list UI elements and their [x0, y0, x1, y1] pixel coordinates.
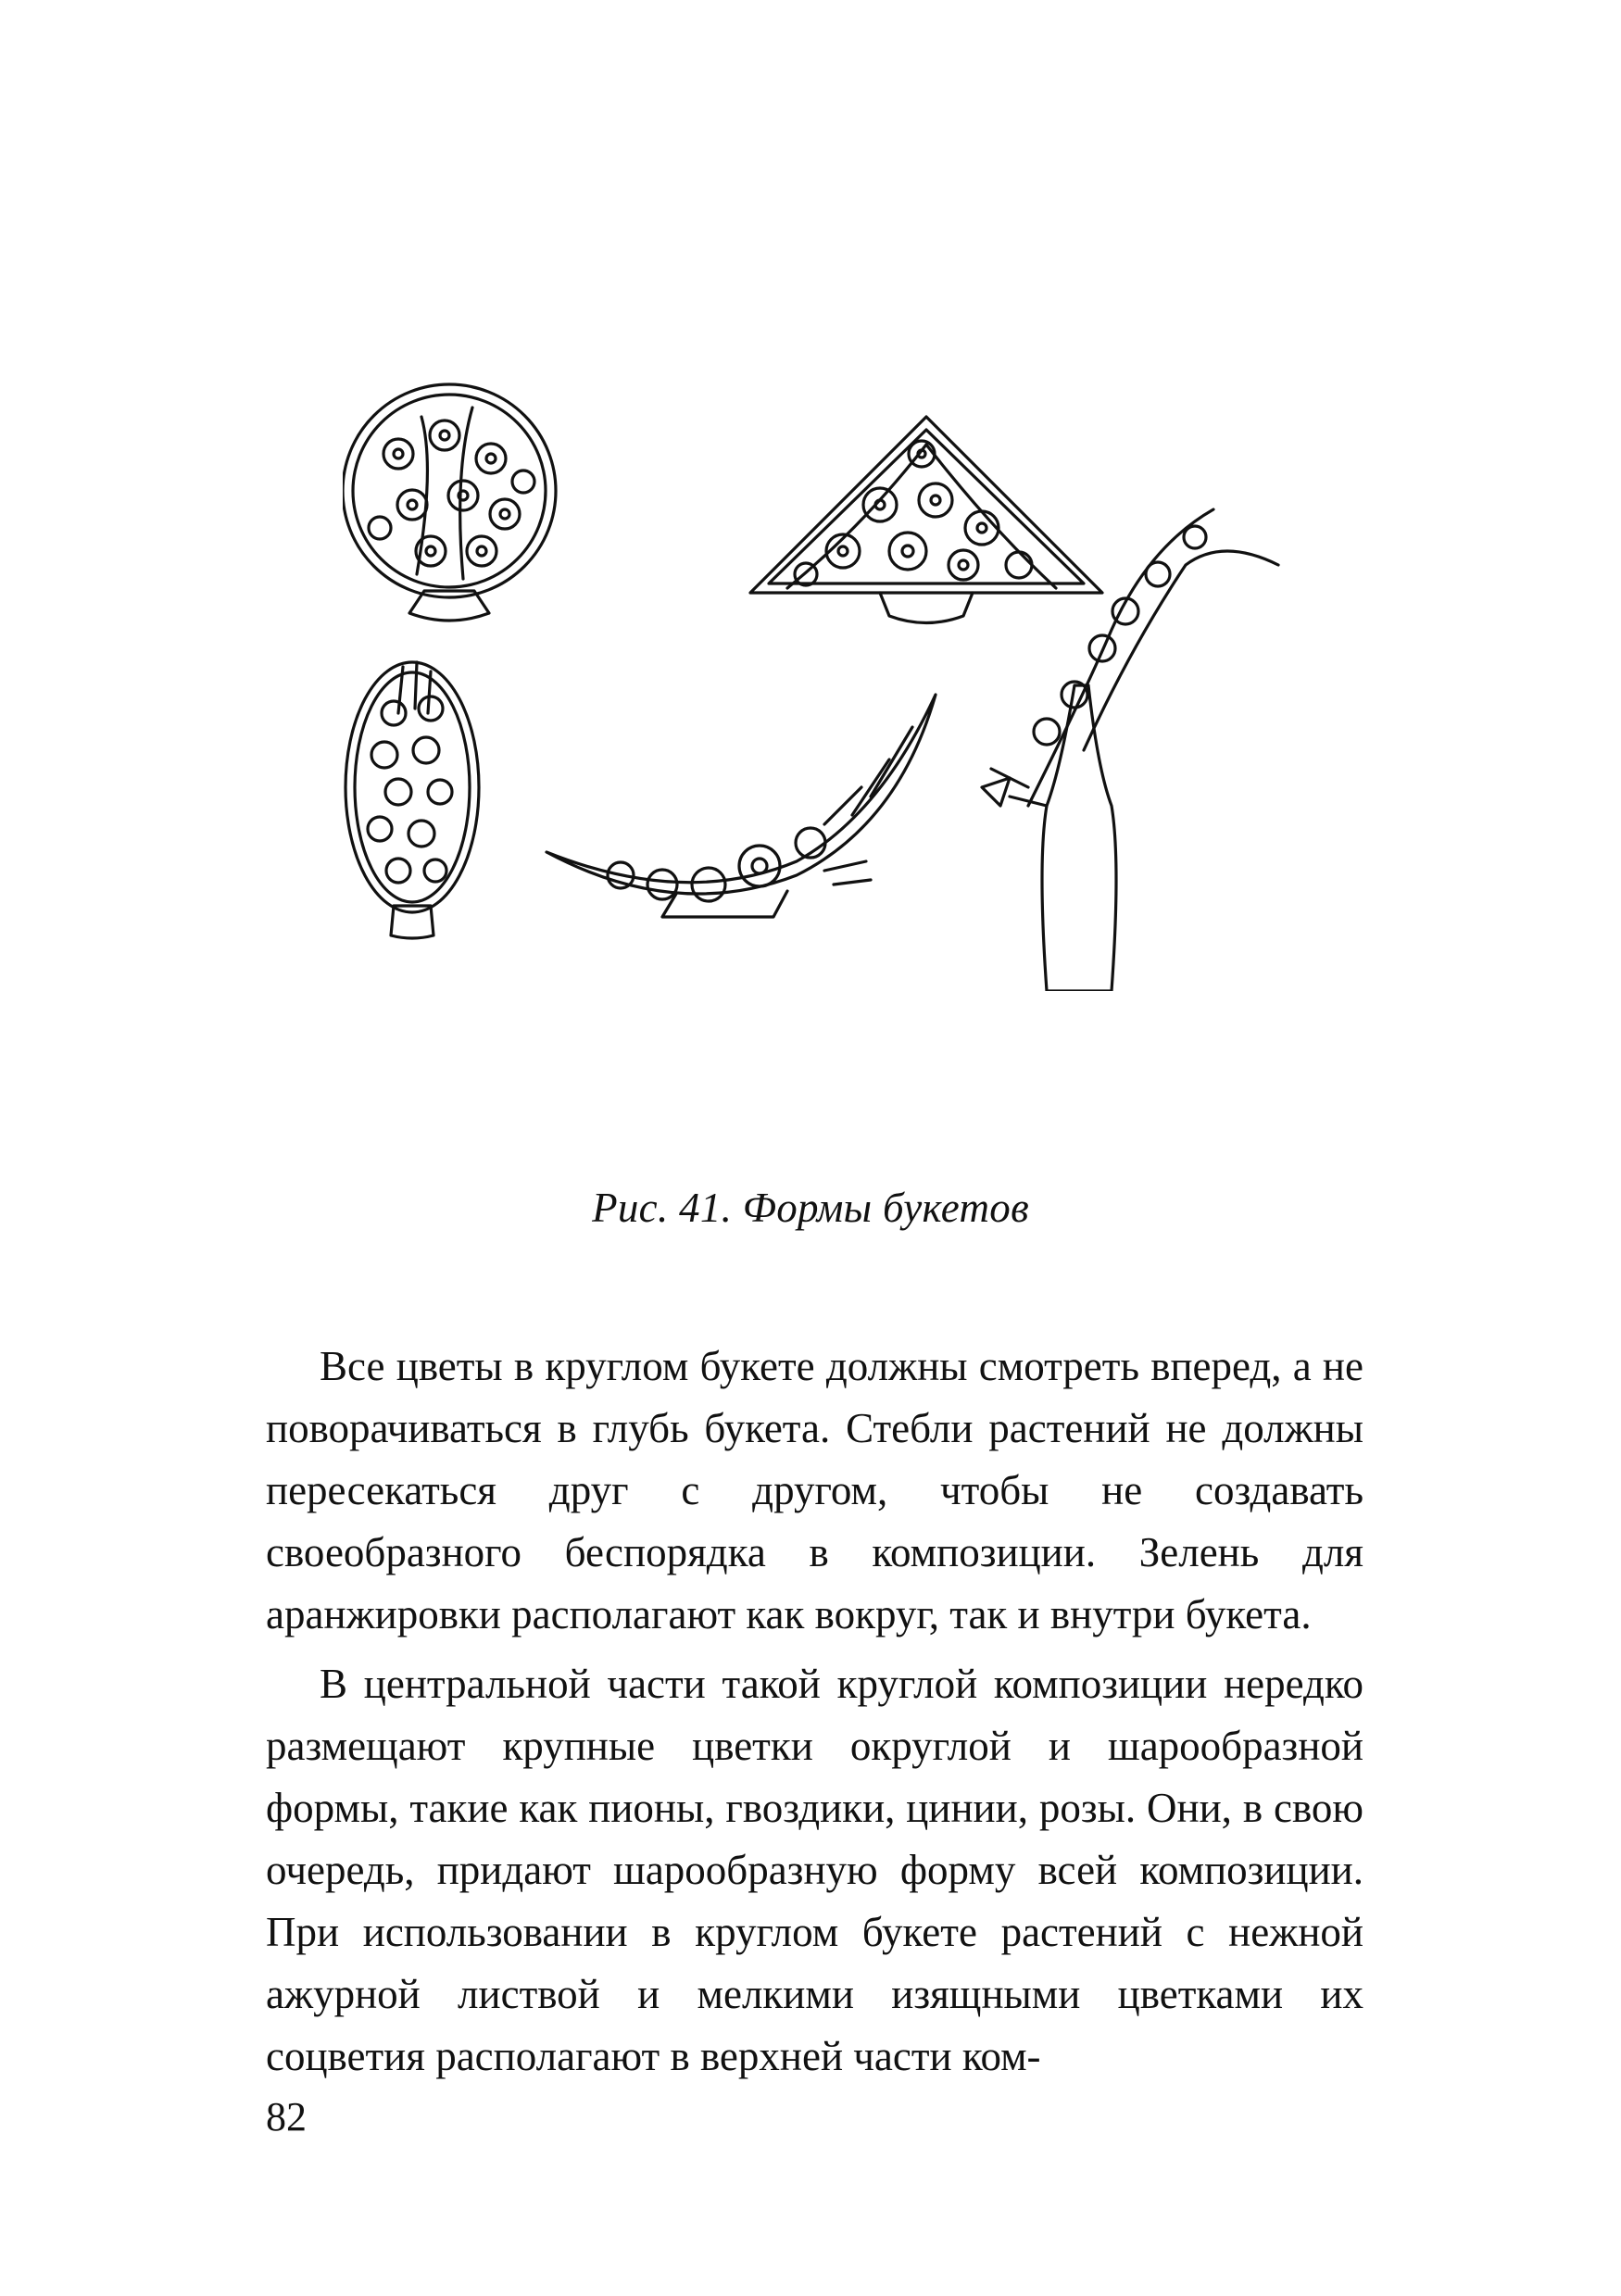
round-bouquet-drawing — [343, 384, 556, 621]
triangle-bouquet-drawing — [750, 417, 1102, 623]
bouquet-illustrations — [343, 380, 1325, 991]
paragraph: Все цветы в круглом букете должны смотреть вперед, а не поворачиваться в глубь букета. Стебли растений не должны пересекаться друг с другом, чтобы не создавать своеобразного беспорядка в композиции. Зелень для аранжировки располагают как вокруг, так и внутри букета. — [266, 1343, 1363, 1637]
page-number: 82 — [266, 2094, 307, 2139]
oval-bouquet-drawing — [346, 662, 479, 938]
paragraph: В центральной части такой круглой композиции нередко размещают крупные цветки округлой и шарообразной формы, такие как пионы, гвоздики, цинии, розы. Они, в свою очередь, придают шарообразную форму всей композиции. При использовании в круглом букете растений с нежной ажурной листвой и мелкими изящными цветками их соцветия располагают в верхней части ком- — [266, 1661, 1363, 2079]
bouquet-shapes-figure — [343, 380, 1325, 991]
figure-caption: Рис. 41. Формы букетов — [592, 1185, 1029, 1231]
vase-bouquet-drawing — [982, 509, 1278, 991]
crescent-bouquet-drawing — [547, 695, 936, 917]
body-text — [266, 1336, 1363, 2095]
